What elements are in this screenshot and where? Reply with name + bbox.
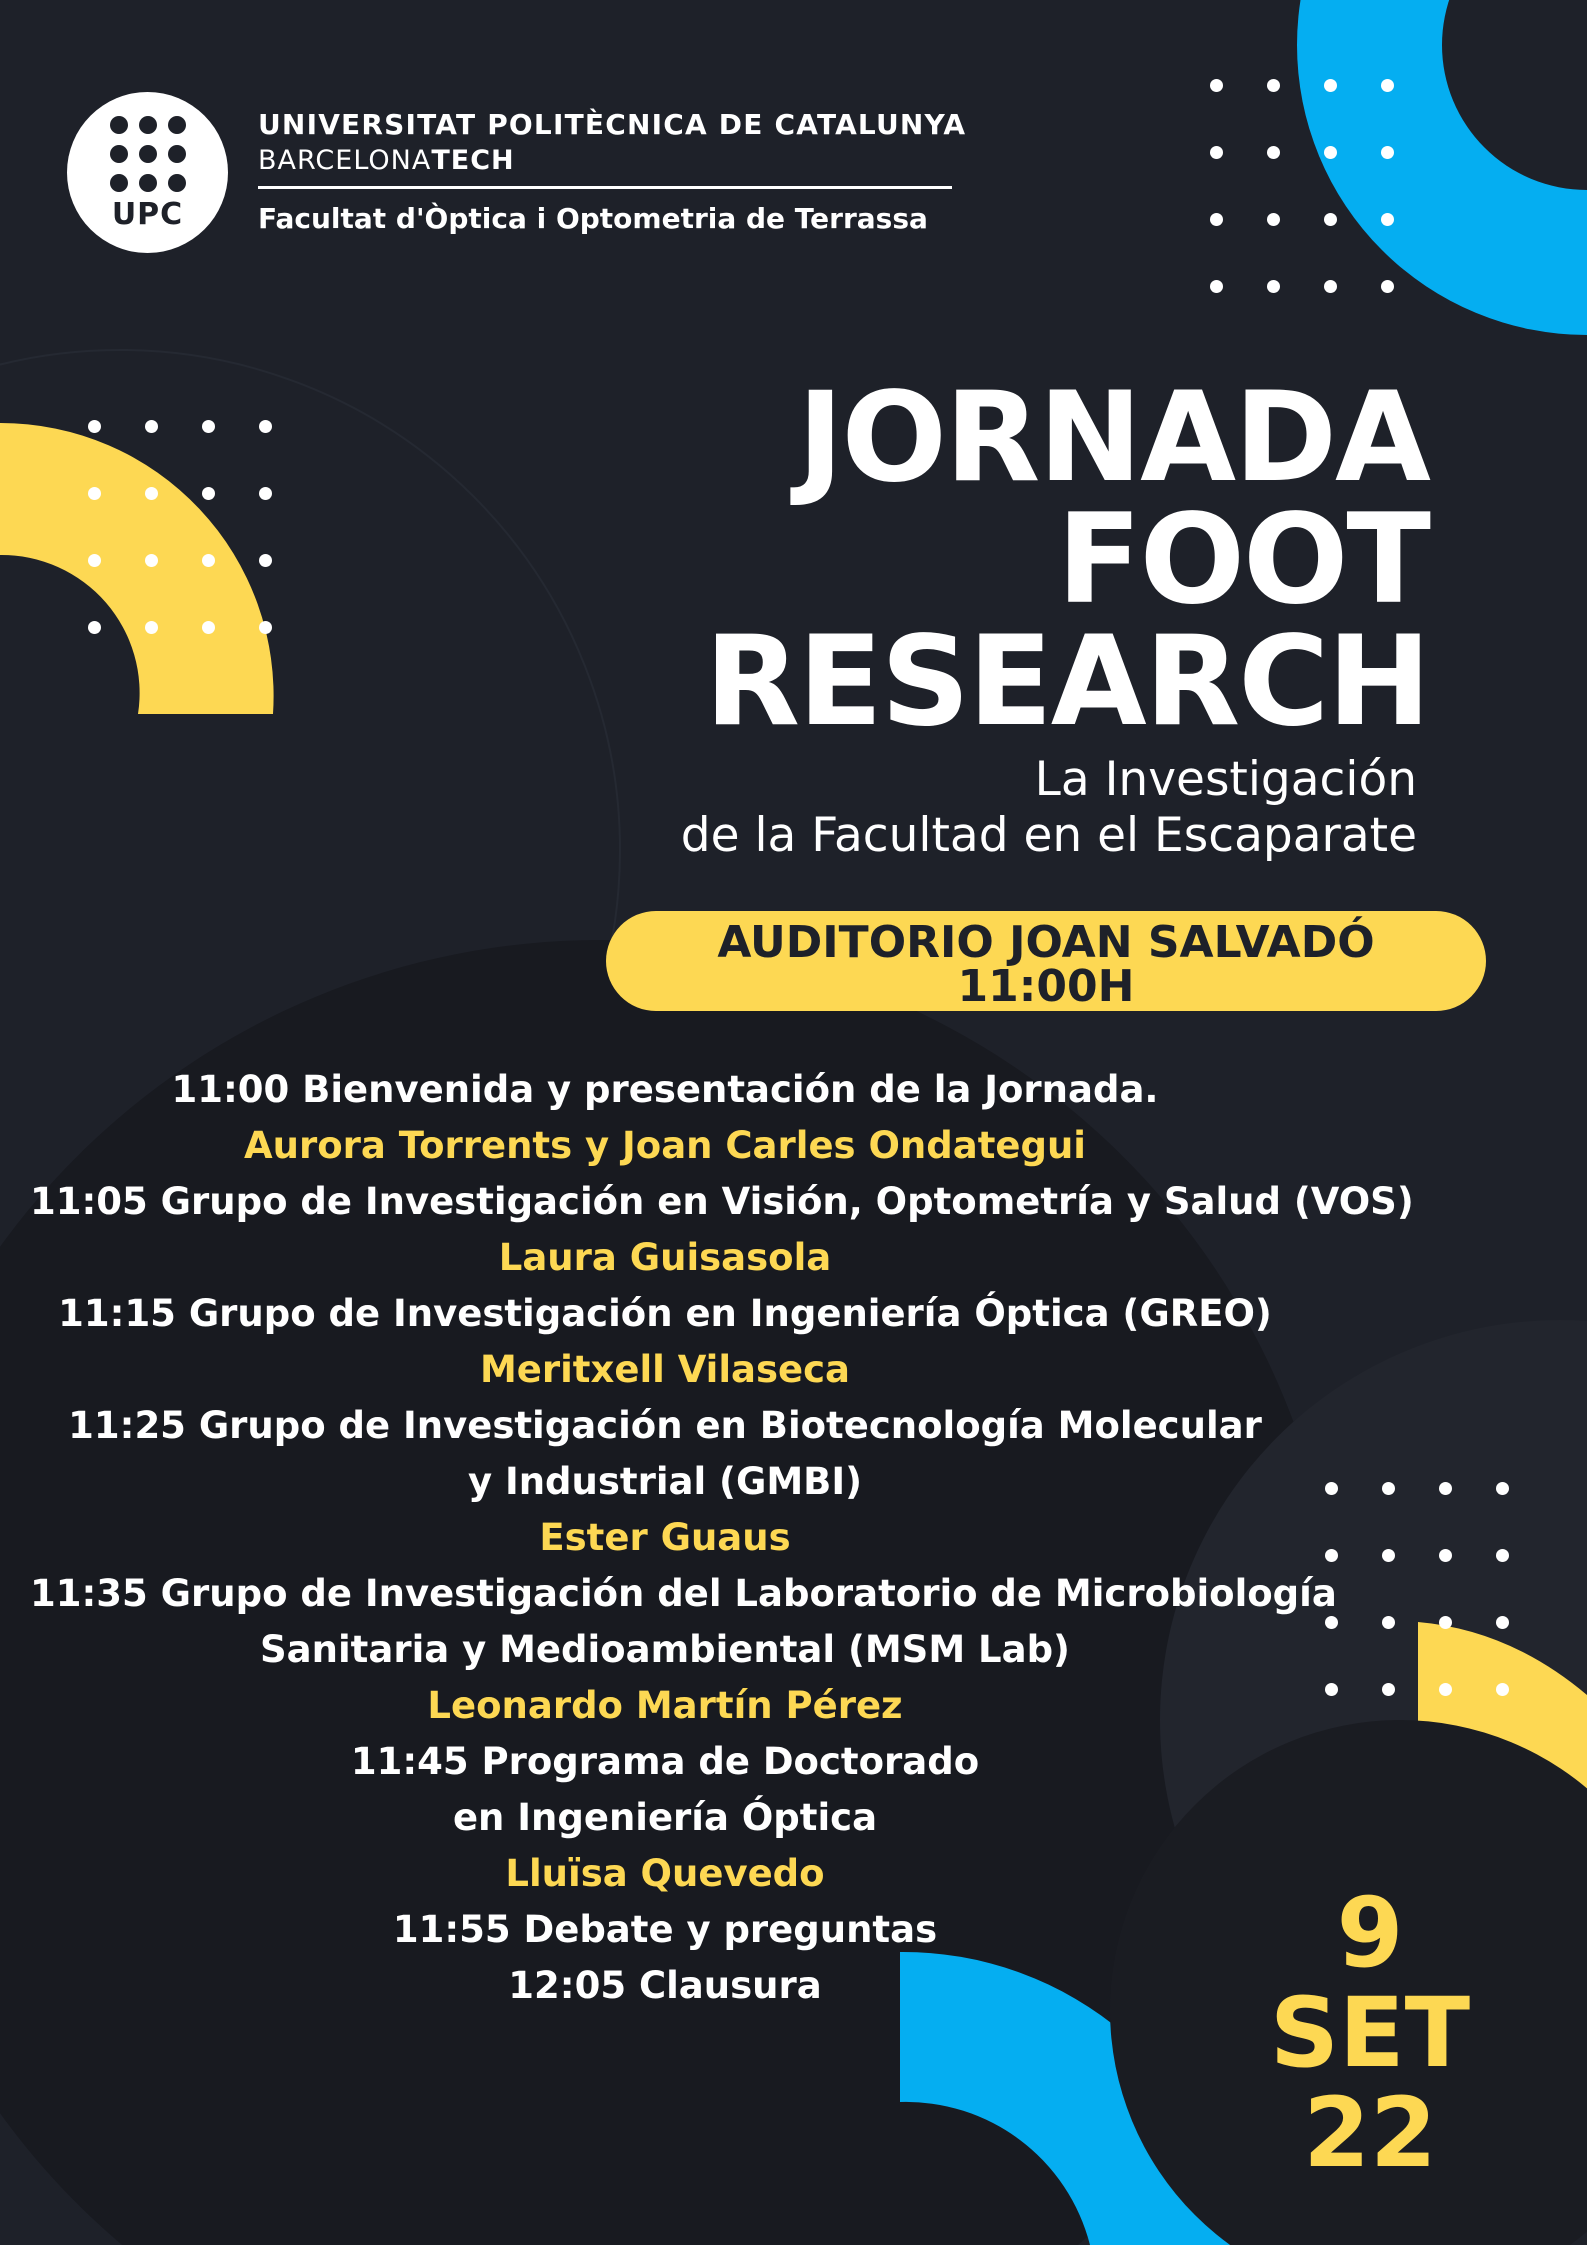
faculty-name: Facultat d'Òptica i Optometria de Terrassa: [258, 202, 928, 235]
program-item: 12:05 Clausura: [508, 1964, 822, 2007]
date-year: 22: [1303, 2077, 1437, 2189]
venue-name: AUDITORIO JOAN SALVADÓ: [717, 917, 1375, 968]
program-item: 11:55 Debate y preguntas: [392, 1908, 938, 1951]
program-item: 11:15 Grupo de Investigación en Ingeniería Óptica (GREO): [58, 1292, 1272, 1335]
dot-grid-right: [1325, 1482, 1515, 1702]
program-list: [30, 1062, 1414, 2014]
program-item: y Industrial (GMBI): [467, 1460, 863, 1503]
program-speaker: Ester Guaus: [539, 1516, 791, 1559]
logo-text: UPC: [111, 197, 184, 232]
dot-grid-left: [88, 420, 278, 640]
upc-logo: [67, 92, 228, 253]
program-item: 11:25 Grupo de Investigación en Biotecnología Molecular: [68, 1404, 1262, 1447]
university-name: UNIVERSITAT POLITÈCNICA DE CATALUNYA: [258, 108, 967, 141]
title-line-2: FOOT: [1056, 488, 1429, 632]
program-item: 11:00 Bienvenida y presentación de la Jornada.: [171, 1068, 1159, 1111]
program-speaker: Lluïsa Quevedo: [505, 1852, 825, 1895]
title-line-3: RESEARCH: [704, 610, 1429, 754]
program-speaker: Leonardo Martín Pérez: [427, 1684, 903, 1727]
campus-prefix: BARCELONA: [258, 145, 432, 176]
subtitle-line-2: de la Facultad en el Escaparate: [680, 808, 1417, 863]
title-line-1: JORNADA: [797, 366, 1429, 510]
date-day: 9: [1336, 1877, 1404, 1989]
date-month: SET: [1269, 1977, 1471, 2089]
program-speaker: Aurora Torrents y Joan Carles Ondategui: [244, 1124, 1086, 1167]
subtitle-line-1: La Investigación: [1034, 752, 1417, 807]
program-speaker: Laura Guisasola: [498, 1236, 832, 1279]
campus-name: [258, 145, 515, 176]
program-item: 11:45 Programa de Doctorado: [350, 1740, 980, 1783]
header-divider: [258, 186, 952, 189]
venue-time: 11:00H: [957, 961, 1135, 1012]
campus-suffix: TECH: [431, 145, 515, 176]
program-item: 11:05 Grupo de Investigación en Visión, Optometría y Salud (VOS): [30, 1180, 1414, 1223]
program-item: Sanitaria y Medioambiental (MSM Lab): [260, 1628, 1070, 1671]
dot-grid-top-right: [1210, 79, 1400, 299]
logo-dots-icon: [110, 116, 186, 192]
program-item: 11:35 Grupo de Investigación del Laboratorio de Microbiología: [30, 1572, 1337, 1615]
program-item: en Ingeniería Óptica: [452, 1796, 878, 1839]
venue-badge: [606, 911, 1486, 1011]
program-speaker: Meritxell Vilaseca: [479, 1348, 851, 1391]
